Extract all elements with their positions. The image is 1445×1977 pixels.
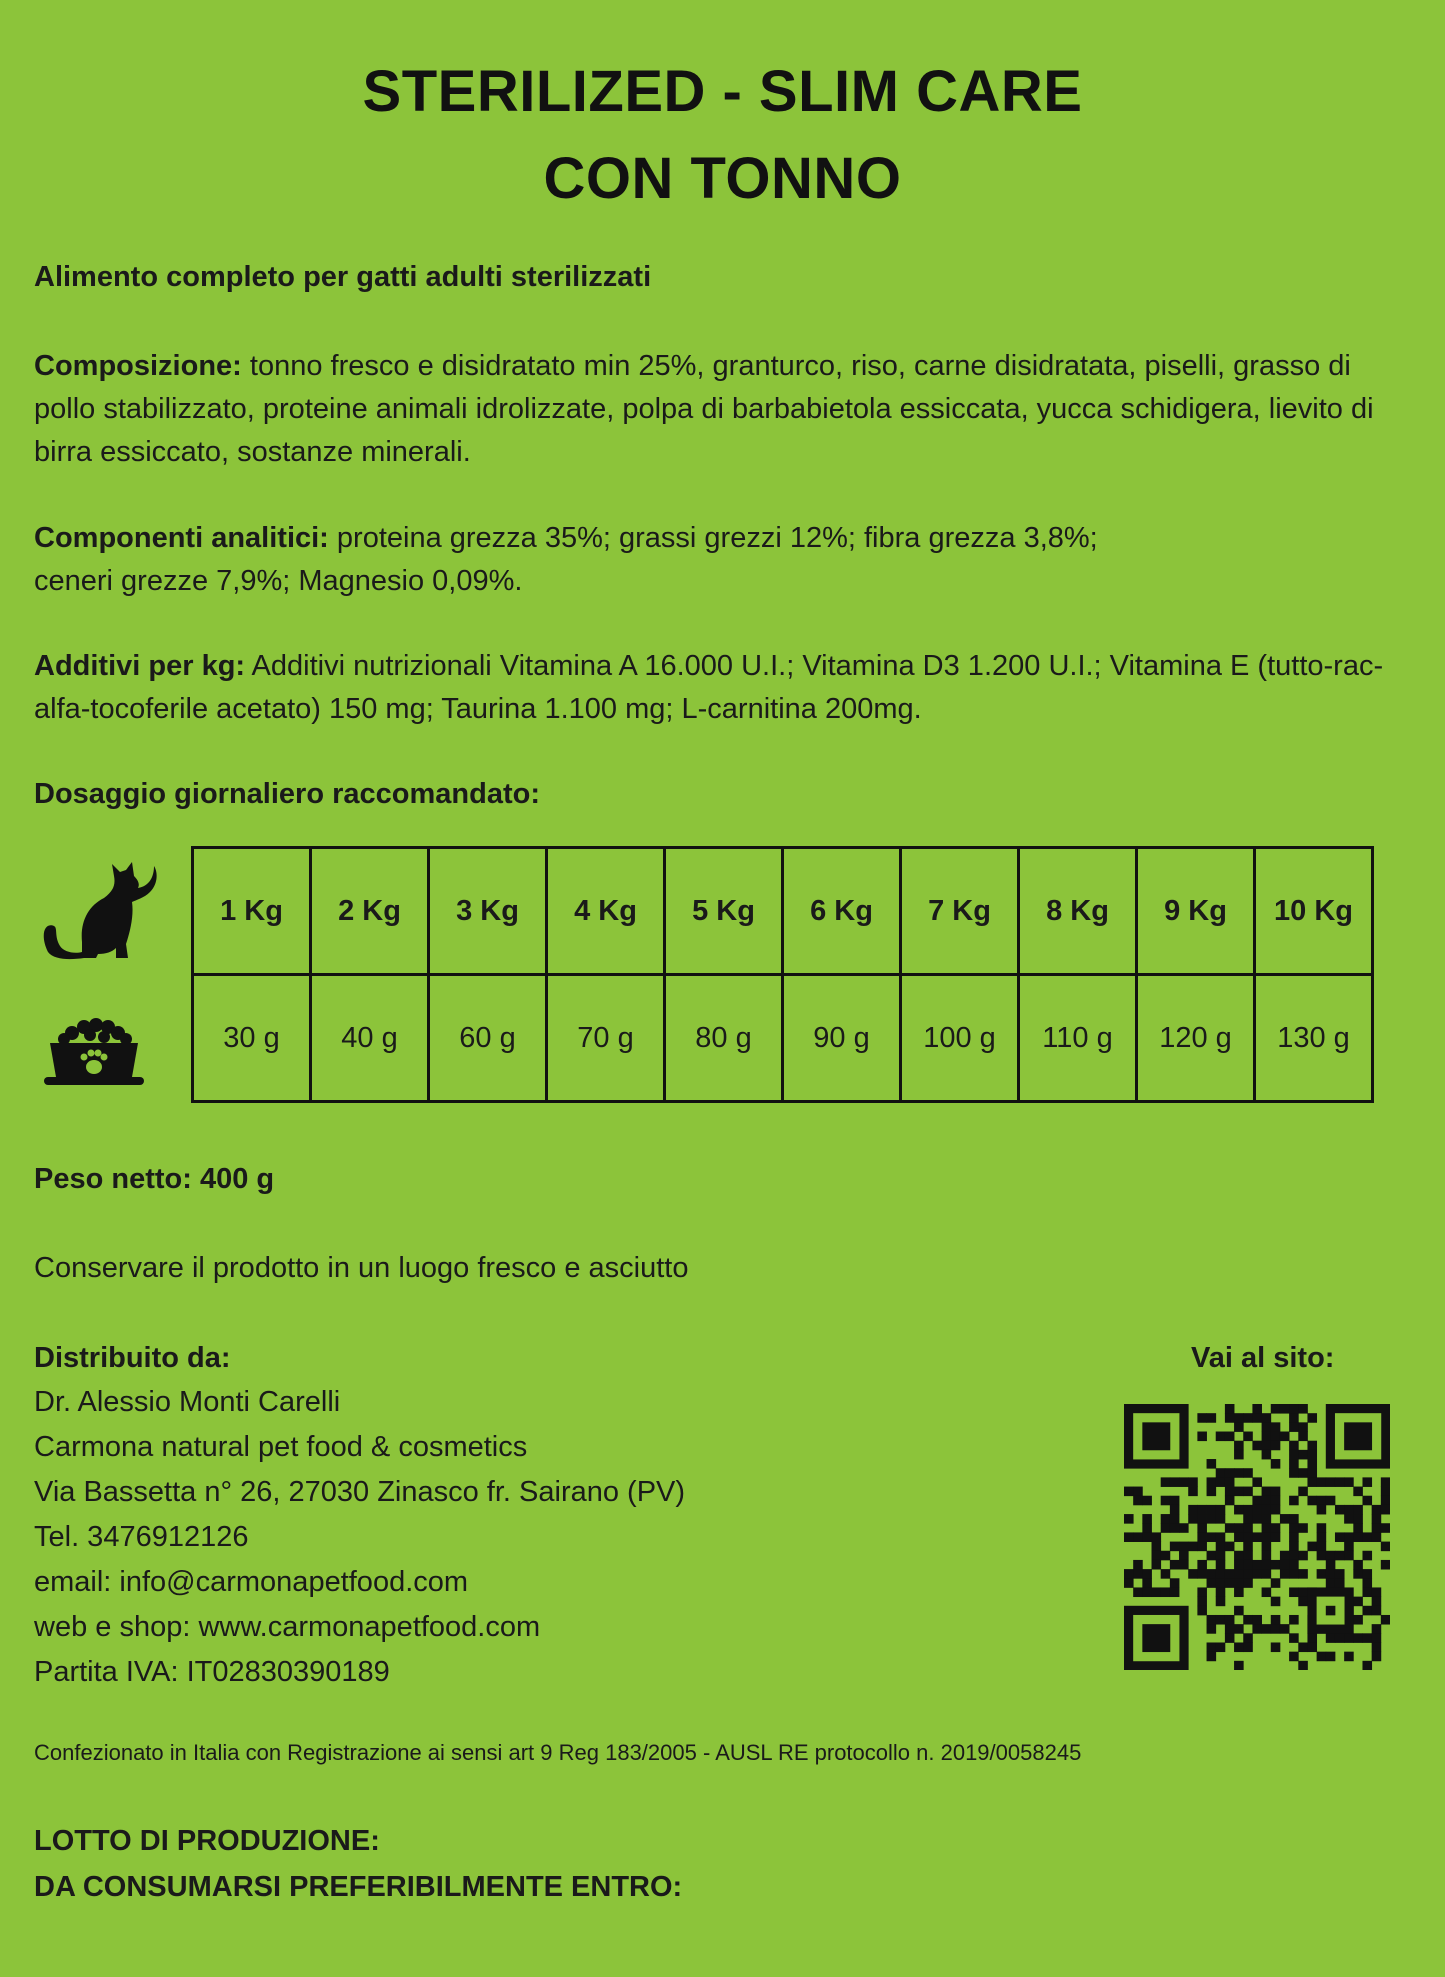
analytics-paragraph (34, 517, 1414, 603)
analytics-line1: proteina grezza 35%; grassi grezzi 12%; fibra grezza 3,8%; (336, 522, 1098, 554)
lot-label: LOTTO DI PRODUZIONE: (34, 1825, 380, 1857)
amount-cell: 130 g (1255, 975, 1373, 1102)
product-title-line2: CON TONNO (543, 146, 902, 211)
amount-cell: 30 g (193, 975, 311, 1102)
amount-cell: 120 g (1137, 975, 1255, 1102)
composition-paragraph (34, 345, 1414, 474)
weight-cell: 7 Kg (901, 848, 1019, 975)
amount-cell: 110 g (1019, 975, 1137, 1102)
product-subtitle: Alimento completo per gatti adulti sterilizzati (34, 261, 652, 293)
amount-row (193, 975, 1373, 1102)
net-weight: Peso netto: 400 g (34, 1163, 275, 1195)
additives-paragraph (34, 645, 1424, 731)
amount-cell: 90 g (783, 975, 901, 1102)
weight-cell: 3 Kg (429, 848, 547, 975)
distributor-info (34, 1380, 685, 1695)
cat-icon (40, 856, 158, 971)
weight-cell: 1 Kg (193, 848, 311, 975)
distributor-name: Dr. Alessio Monti Carelli (34, 1386, 341, 1418)
additives-label: Additivi per kg: (34, 650, 246, 682)
qr-code[interactable] (1124, 1404, 1390, 1675)
amount-cell: 70 g (547, 975, 665, 1102)
best-before-label: DA CONSUMARSI PREFERIBILMENTE ENTRO: (34, 1871, 683, 1903)
product-title-line1: STERILIZED - SLIM CARE (362, 59, 1083, 124)
amount-cell: 100 g (901, 975, 1019, 1102)
registration-note: Confezionato in Italia con Registrazione ai sensi art 9 Reg 183/2005 - AUSL RE protocollo n. 2019/0058245 (34, 1740, 1082, 1765)
additives-text: Additivi nutrizionali Vitamina A 16.000 U.I.; Vitamina D3 1.200 U.I.; Vitamina E (tutto-rac-alfa-tocoferile acetato) 150 mg; Taurina 1.100 mg; L-carnitina 200mg. (34, 650, 1384, 725)
composition-label: Composizione: (34, 350, 242, 382)
dosage-title: Dosaggio giornaliero raccomandato: (34, 778, 540, 810)
storage-note: Conservare il prodotto in un luogo fresco e asciutto (34, 1252, 689, 1284)
distributor-phone: Tel. 3476912126 (34, 1521, 249, 1553)
dosage-table (191, 846, 1374, 1103)
amount-cell: 60 g (429, 975, 547, 1102)
weight-cell: 8 Kg (1019, 848, 1137, 975)
food-bowl-icon (42, 1015, 146, 1092)
weight-cell: 4 Kg (547, 848, 665, 975)
weight-row (193, 848, 1373, 975)
weight-cell: 2 Kg (311, 848, 429, 975)
weight-cell: 6 Kg (783, 848, 901, 975)
analytics-line2: ceneri grezze 7,9%; Magnesio 0,09%. (34, 565, 523, 597)
distributor-address: Via Bassetta n° 26, 27030 Zinasco fr. Sairano (PV) (34, 1476, 686, 1508)
distributor-email: email: info@carmonapetfood.com (34, 1566, 469, 1598)
weight-cell: 10 Kg (1255, 848, 1373, 975)
lot-section (34, 1818, 682, 1910)
site-label: Vai al sito: (1191, 1342, 1335, 1374)
distributor-website: web e shop: www.carmonapetfood.com (34, 1611, 541, 1643)
amount-cell: 80 g (665, 975, 783, 1102)
weight-cell: 9 Kg (1137, 848, 1255, 975)
amount-cell: 40 g (311, 975, 429, 1102)
composition-text: tonno fresco e disidratato min 25%, granturco, riso, carne disidratata, piselli, grasso di pollo stabilizzato, proteine animali idrolizzate, polpa di barbabietola essiccata, yucca schidigera, lievito di birra essiccato, sostanze minerali. (34, 350, 1374, 468)
analytics-label: Componenti analitici: (34, 522, 329, 554)
distributor-label: Distribuito da: (34, 1342, 231, 1374)
weight-cell: 5 Kg (665, 848, 783, 975)
distributor-company: Carmona natural pet food & cosmetics (34, 1431, 528, 1463)
distributor-vat: Partita IVA: IT02830390189 (34, 1656, 390, 1688)
